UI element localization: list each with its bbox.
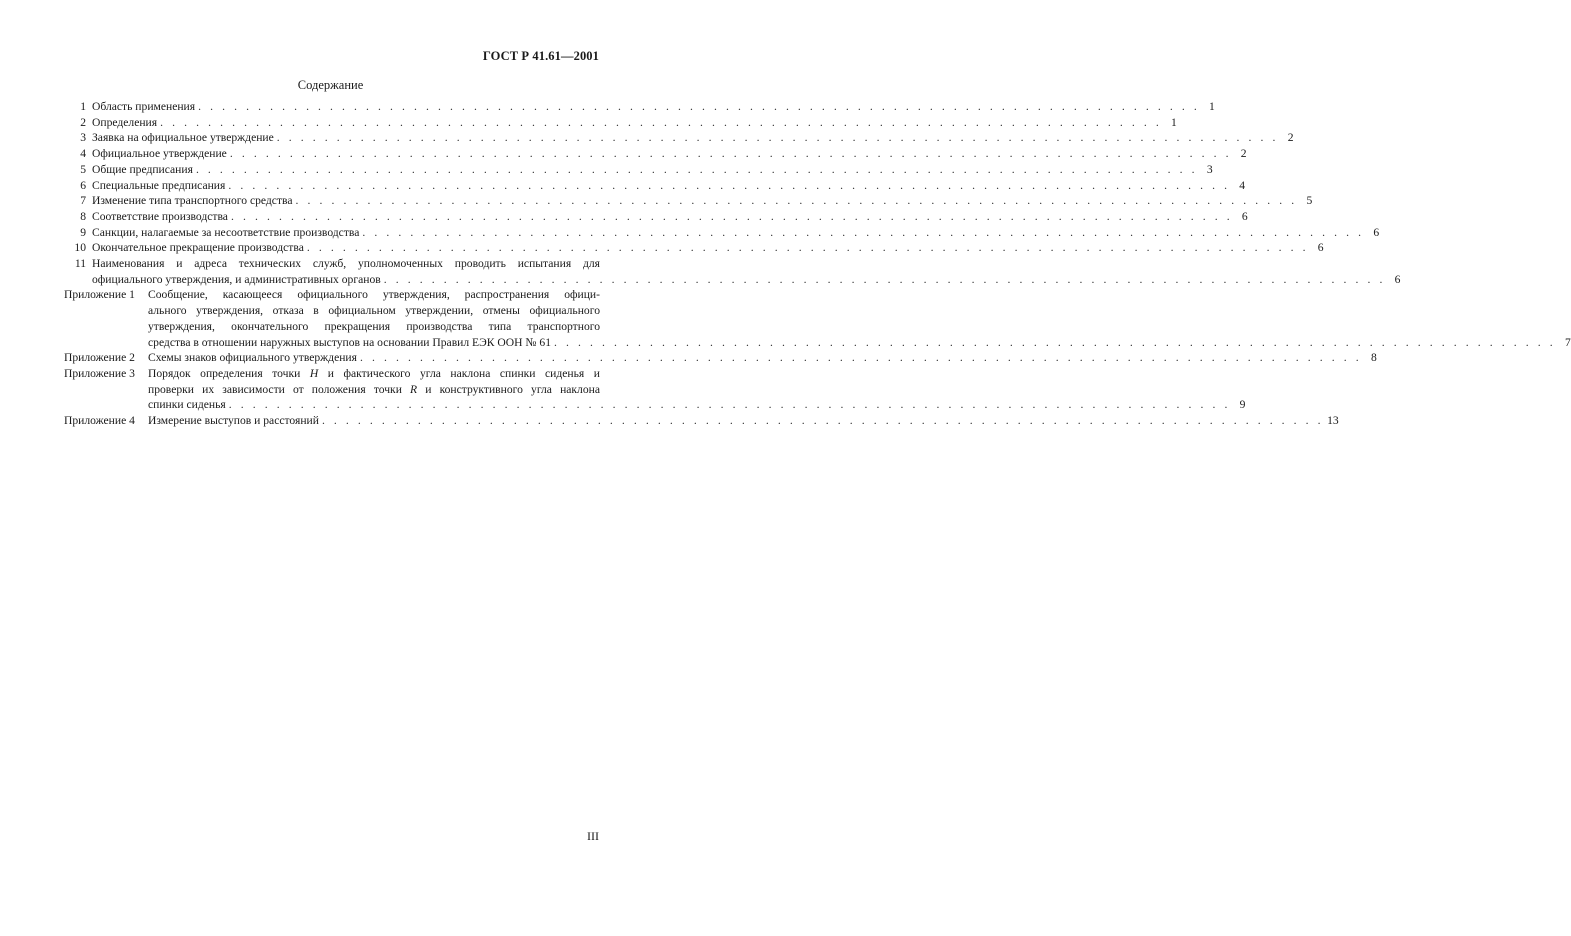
toc-appendix[interactable] — [64, 413, 1339, 429]
appendix-page: 7 — [1564, 335, 1571, 349]
toc-entry-page: 6 — [1394, 272, 1401, 286]
toc-entry[interactable] — [64, 115, 1177, 131]
dot-leader: . . . . . . . . . . . . . . . . . . . . . . . . . . . . . . . . . . . . . . . . . . . . . . . . . . . . . . . . . . . . . . . . . . . . . . . . . . . . . . . . . . . . — [554, 335, 1556, 349]
appendix-title-continued: проверки их зависимости от положения точки R и конструктивного угла наклона — [148, 382, 600, 396]
toc-entry-title: Общие предписания — [92, 162, 193, 176]
toc-entry-number: 3 — [80, 131, 86, 145]
page-number: III — [587, 829, 599, 843]
toc-entry-number: 1 — [80, 100, 86, 113]
appendix-label: Приложение 3 — [64, 366, 135, 380]
toc-appendix[interactable] — [64, 366, 1246, 413]
toc-title: Содержание — [297, 78, 364, 92]
toc-entry-number: 7 — [80, 194, 86, 208]
dot-leader: . . . . . . . . . . . . . . . . . . . . . . . . . . . . . . . . . . . . . . . . . . . . . . . . . . . . . . . . . . . . . . . . . . . . . . . . . . . . . . . . . . . . — [228, 178, 1231, 192]
toc-entry[interactable] — [64, 256, 1401, 287]
appendix-title-continued: средства в отношении наружных выступов на основании Правил ЕЭК ООН № 61 — [148, 335, 551, 349]
dot-leader: . . . . . . . . . . . . . . . . . . . . . . . . . . . . . . . . . . . . . . . . . . . . . . . . . . . . . . . . . . . . . . . . . . . . . . . . . . . . . . . . . . . . — [195, 162, 1198, 176]
toc-entry-number: 6 — [80, 178, 86, 192]
point-h-symbol: H — [309, 366, 319, 380]
toc-entry[interactable] — [64, 146, 1247, 162]
toc-entry-page: 6 — [1317, 241, 1324, 255]
appendix-page: 9 — [1239, 398, 1246, 412]
appendix-label: Приложение 1 — [64, 288, 135, 302]
toc-entry-title-continued: официального утверждения, и административных органов — [92, 272, 381, 286]
dot-leader: . . . . . . . . . . . . . . . . . . . . . . . . . . . . . . . . . . . . . . . . . . . . . . . . . . . . . . . . . . . . . . . . . . . . . . . . . . . . . . . . . . . . — [306, 241, 1309, 255]
appendix-page: 8 — [1370, 351, 1377, 365]
toc-entry-page: 5 — [1306, 194, 1313, 208]
toc-entry-number: 2 — [80, 115, 86, 129]
toc-entry-title: Изменение типа транспортного средства — [92, 194, 293, 208]
toc-entry-page: 2 — [1287, 131, 1294, 145]
dot-leader: . . . . . . . . . . . . . . . . . . . . . . . . . . . . . . . . . . . . . . . . . . . . . . . . . . . . . . . . . . . . . . . . . . . . . . . . . . . . . . . . . . . . — [230, 209, 1233, 223]
toc-entry[interactable] — [64, 178, 1246, 194]
appendix-label: Приложение 4 — [64, 414, 135, 428]
toc-appendix[interactable] — [64, 350, 1377, 366]
toc-entry[interactable] — [64, 240, 1324, 256]
appendix-page: 13 — [1327, 414, 1339, 428]
toc-entry-title: Заявка на официальное утверждение — [92, 131, 274, 145]
toc-entry-title: Санкции, налагаемые за несоответствие производства — [92, 225, 360, 239]
toc-entry[interactable] — [64, 209, 1248, 225]
toc-entry-page: 3 — [1206, 162, 1213, 176]
toc-entry-title: Наименования и адреса технических служб, уполномоченных проводить испытания для — [92, 257, 600, 271]
toc-entry-page: 6 — [1373, 225, 1380, 239]
dot-leader: . . . . . . . . . . . . . . . . . . . . . . . . . . . . . . . . . . . . . . . . . . . . . . . . . . . . . . . . . . . . . . . . . . . . . . . . . . . . . . . . . . . . — [359, 351, 1362, 365]
table-of-contents — [64, 99, 1571, 429]
toc-entry-page: 6 — [1241, 209, 1248, 223]
appendix-title: Порядок определения точки H и фактического угла наклона спинки сиденья и — [148, 366, 600, 380]
appendix-title: Сообщение, касающееся официального утверждения, распространения офици- — [148, 288, 600, 302]
toc-entry-page: 4 — [1239, 178, 1246, 192]
toc-entry[interactable] — [64, 225, 1380, 241]
appendix-title-continued: ального утверждения, отказа в официальном утверждении, отмены официального — [148, 304, 600, 318]
standard-code: ГОСТ Р 41.61—2001 — [482, 49, 599, 63]
point-r-symbol: R — [410, 382, 418, 396]
toc-entry-title: Определения — [92, 115, 158, 129]
toc-appendix[interactable] — [64, 287, 1571, 350]
dot-leader: . . . . . . . . . . . . . . . . . . . . . . . . . . . . . . . . . . . . . . . . . . . . . . . . . . . . . . . . . . . . . . . . . . . . . . . . . . . . . . . . . . . . — [383, 272, 1386, 286]
toc-entry-title: Окончательное прекращение производства — [92, 241, 304, 255]
appendix-label: Приложение 2 — [64, 351, 135, 365]
toc-entry[interactable] — [64, 162, 1213, 178]
appendix-title: Измерение выступов и расстояний — [148, 414, 319, 428]
toc-entry[interactable] — [64, 130, 1294, 146]
dot-leader: . . . . . . . . . . . . . . . . . . . . . . . . . . . . . . . . . . . . . . . . . . . . . . . . . . . . . . . . . . . . . . . . . . . . . . . . . . . . . . . . . . . . — [362, 225, 1365, 239]
dot-leader: . . . . . . . . . . . . . . . . . . . . . . . . . . . . . . . . . . . . . . . . . . . . . . . . . . . . . . . . . . . . . . . . . . . . . . . . . . . . . . . . . . . . — [321, 414, 1324, 428]
toc-entry-page: 1 — [1209, 100, 1215, 113]
appendix-title: Схемы знаков официального утверждения — [148, 351, 357, 365]
toc-entry-page: 1 — [1171, 115, 1177, 129]
appendix-title-continued: утверждения, окончательного прекращения производства типа транспортного — [148, 319, 600, 333]
dot-leader: . . . . . . . . . . . . . . . . . . . . . . . . . . . . . . . . . . . . . . . . . . . . . . . . . . . . . . . . . . . . . . . . . . . . . . . . . . . . . . . . . . . . — [198, 100, 1200, 113]
toc-entry-page: 2 — [1240, 147, 1247, 161]
toc-entry-title: Специальные предписания — [92, 178, 226, 192]
dot-leader: . . . . . . . . . . . . . . . . . . . . . . . . . . . . . . . . . . . . . . . . . . . . . . . . . . . . . . . . . . . . . . . . . . . . . . . . . . . . . . . . . . . . — [276, 131, 1279, 145]
toc-entry-number: 8 — [80, 209, 86, 223]
dot-leader: . . . . . . . . . . . . . . . . . . . . . . . . . . . . . . . . . . . . . . . . . . . . . . . . . . . . . . . . . . . . . . . . . . . . . . . . . . . . . . . . . . . . — [295, 194, 1298, 208]
toc-entry-number: 10 — [74, 241, 86, 255]
toc-entry-title: Соответствие производства — [92, 209, 228, 223]
toc-entry-title: Область применения — [92, 100, 196, 113]
toc-entry-number: 5 — [80, 162, 86, 176]
dot-leader: . . . . . . . . . . . . . . . . . . . . . . . . . . . . . . . . . . . . . . . . . . . . . . . . . . . . . . . . . . . . . . . . . . . . . . . . . . . . . . . . . . . . — [229, 147, 1232, 161]
appendix-title-continued: спинки сиденья — [148, 398, 226, 412]
toc-entry-number: 9 — [80, 225, 86, 239]
toc-entry-number: 11 — [74, 257, 86, 271]
toc-entry[interactable] — [64, 193, 1313, 209]
dot-leader: . . . . . . . . . . . . . . . . . . . . . . . . . . . . . . . . . . . . . . . . . . . . . . . . . . . . . . . . . . . . . . . . . . . . . . . . . . . . . . . . . . . . — [228, 398, 1231, 412]
toc-entry-title: Официальное утверждение — [92, 147, 227, 161]
dot-leader: . . . . . . . . . . . . . . . . . . . . . . . . . . . . . . . . . . . . . . . . . . . . . . . . . . . . . . . . . . . . . . . . . . . . . . . . . . . . . . . . . . . . — [160, 115, 1162, 129]
toc-entry[interactable] — [64, 99, 1215, 115]
toc-entry-number: 4 — [80, 147, 86, 161]
